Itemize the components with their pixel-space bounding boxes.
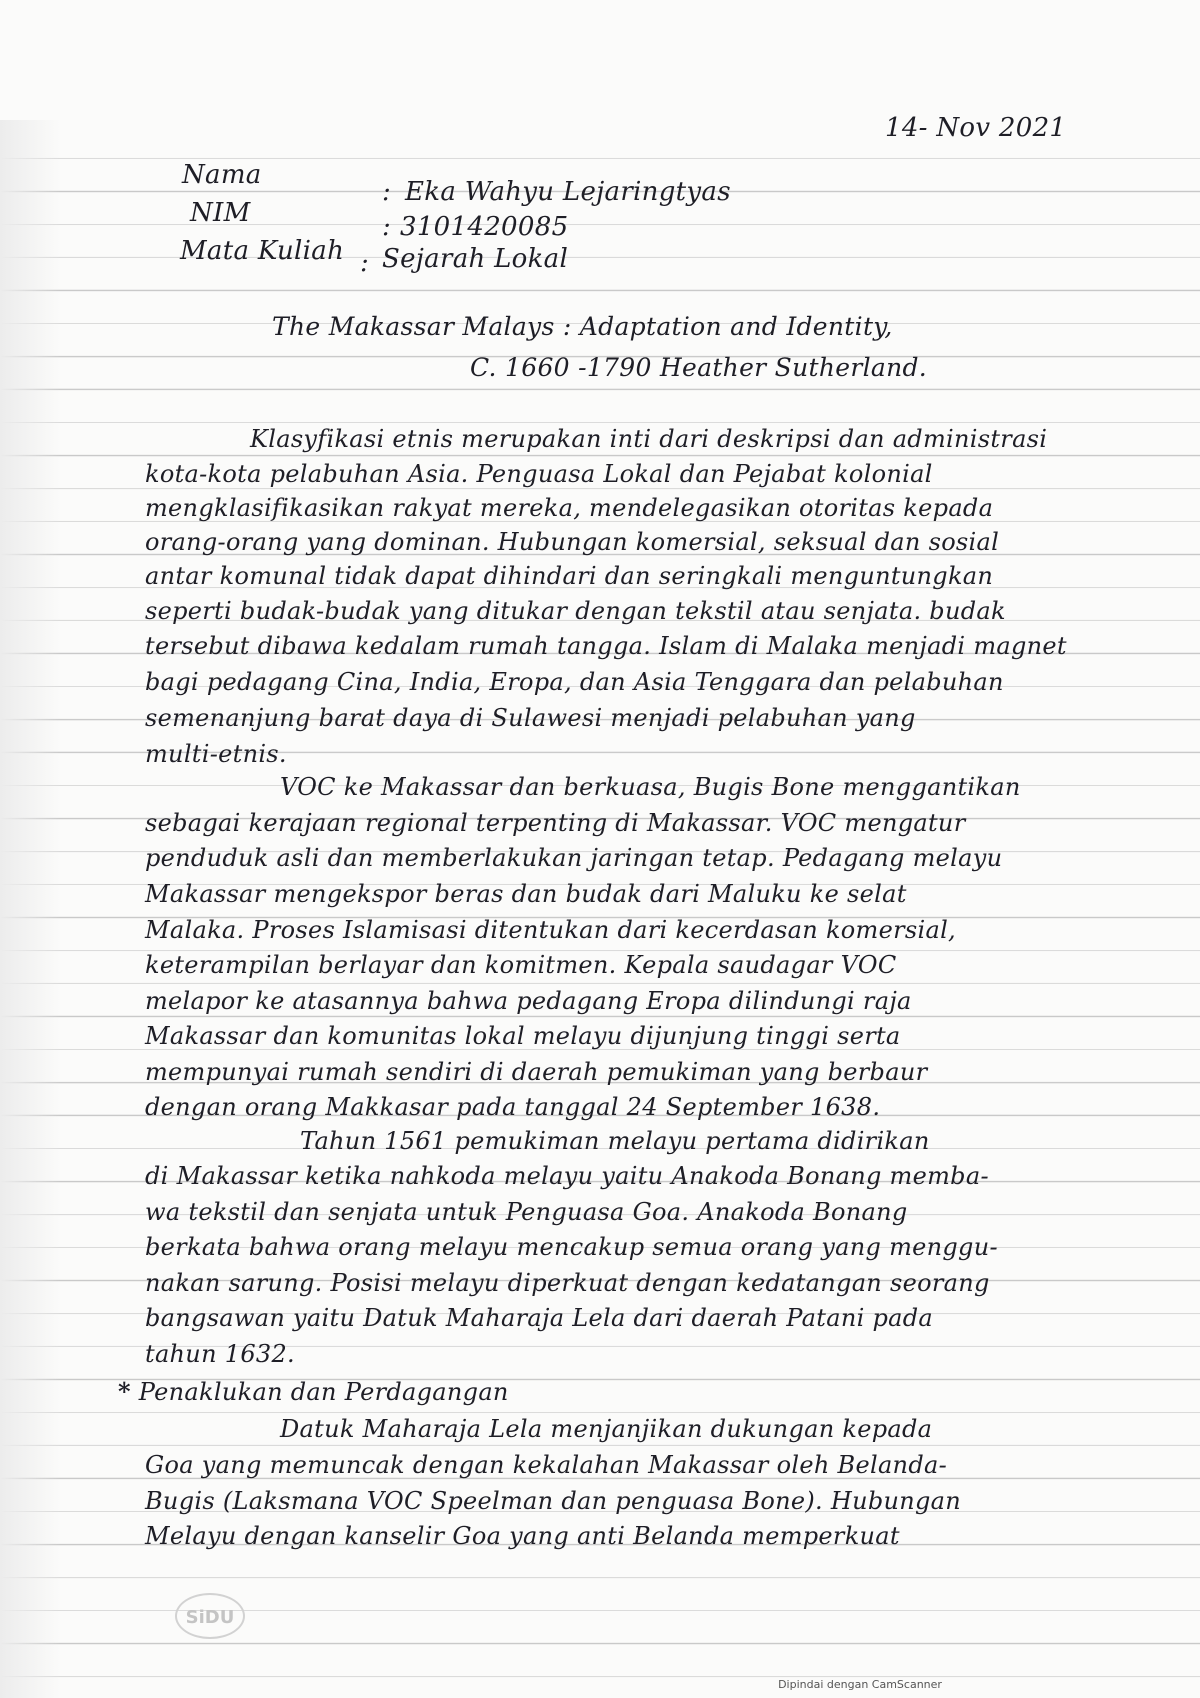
identity-label-nim: NIM <box>190 198 251 228</box>
page-edge-shadow <box>0 0 60 1698</box>
body-line: keterampilan berlayar dan komitmen. Kepala saudagar VOC <box>145 951 897 979</box>
date: 14- Nov 2021 <box>885 113 1067 143</box>
identity-separator-name: : <box>382 177 392 207</box>
body-line: kota-kota pelabuhan Asia. Penguasa Lokal dan Pejabat kolonial <box>145 460 933 488</box>
identity-separator-course: : <box>360 248 370 278</box>
body-line: Datuk Maharaja Lela menjanjikan dukungan kepada <box>280 1415 933 1443</box>
identity-value-nim: 3101420085 <box>400 212 569 242</box>
body-line: VOC ke Makassar dan berkuasa, Bugis Bone menggantikan <box>280 773 1021 801</box>
stamp-text: SiDU <box>185 1607 235 1628</box>
body-line: Bugis (Laksmana VOC Speelman dan penguasa Bone). Hubungan <box>145 1487 962 1515</box>
body-line: Tahun 1561 pemukiman melayu pertama didirikan <box>300 1127 930 1155</box>
body-line: nakan sarung. Posisi melayu diperkuat dengan kedatangan seorang <box>145 1269 990 1297</box>
body-line: dengan orang Makkasar pada tanggal 24 September 1638. <box>145 1093 881 1121</box>
identity-separator-nim: : <box>382 212 392 242</box>
body-line: seperti budak-budak yang ditukar dengan tekstil atau senjata. budak <box>145 597 1006 625</box>
identity-label-name: Nama <box>182 160 262 190</box>
body-line: Makassar mengekspor beras dan budak dari Maluku ke selat <box>145 880 907 908</box>
body-line: bagi pedagang Cina, India, Eropa, dan Asia Tenggara dan pelabuhan <box>145 668 1004 696</box>
asterisk-bullet-icon: * <box>118 1377 131 1406</box>
body-line: Malaka. Proses Islamisasi ditentukan dari kecerdasan komersial, <box>145 916 956 944</box>
body-line: melapor ke atasannya bahwa pedagang Eropa dilindungi raja <box>145 987 912 1015</box>
body-line: mempunyai rumah sendiri di daerah pemukiman yang berbaur <box>145 1058 928 1086</box>
body-line: semenanjung barat daya di Sulawesi menjadi pelabuhan yang <box>145 704 916 732</box>
body-line: berkata bahwa orang melayu mencakup semua orang yang menggu- <box>145 1233 998 1261</box>
watermark-text: Dipindai dengan CamScanner <box>778 1678 942 1691</box>
body-line: Goa yang memuncak dengan kekalahan Makassar oleh Belanda- <box>145 1451 947 1479</box>
identity-value-course: Sejarah Lokal <box>382 244 569 274</box>
body-line: tahun 1632. <box>145 1340 295 1368</box>
body-line: tersebut dibawa kedalam rumah tangga. Islam di Malaka menjadi magnet <box>145 632 1067 660</box>
page-top-margin <box>0 0 1200 120</box>
body-line: antar komunal tidak dapat dihindari dan seringkali menguntungkan <box>145 562 994 590</box>
section-heading-text: Penaklukan dan Perdagangan <box>138 1378 509 1406</box>
section-heading <box>118 1377 509 1406</box>
sidu-stamp <box>175 1593 245 1639</box>
body-line: bangsawan yaitu Datuk Maharaja Lela dari daerah Patani pada <box>145 1304 934 1332</box>
document-title: The Makassar Malays : Adaptation and Identity, <box>272 312 893 341</box>
body-line: multi-etnis. <box>145 740 287 768</box>
identity-value-name: Eka Wahyu Lejaringtyas <box>405 177 731 207</box>
document-subtitle: C. 1660 -1790 Heather Sutherland. <box>470 353 928 382</box>
body-line: wa tekstil dan senjata untuk Penguasa Goa. Anakoda Bonang <box>145 1198 908 1226</box>
body-line: Makassar dan komunitas lokal melayu dijunjung tinggi serta <box>145 1022 901 1050</box>
scanner-watermark <box>0 1678 1200 1691</box>
body-line: sebagai kerajaan regional terpenting di Makassar. VOC mengatur <box>145 809 966 837</box>
body-line: Melayu dengan kanselir Goa yang anti Belanda memperkuat <box>145 1522 900 1550</box>
body-line: Klasyfikasi etnis merupakan inti dari deskripsi dan administrasi <box>250 425 1048 453</box>
identity-label-course: Mata Kuliah <box>180 236 345 266</box>
body-line: mengklasifikasikan rakyat mereka, mendelegasikan otoritas kepada <box>145 494 994 522</box>
body-line: di Makassar ketika nahkoda melayu yaitu Anakoda Bonang memba- <box>145 1162 989 1190</box>
body-line: orang-orang yang dominan. Hubungan komersial, seksual dan sosial <box>145 528 1000 556</box>
body-line: penduduk asli dan memberlakukan jaringan tetap. Pedagang melayu <box>145 844 1003 872</box>
